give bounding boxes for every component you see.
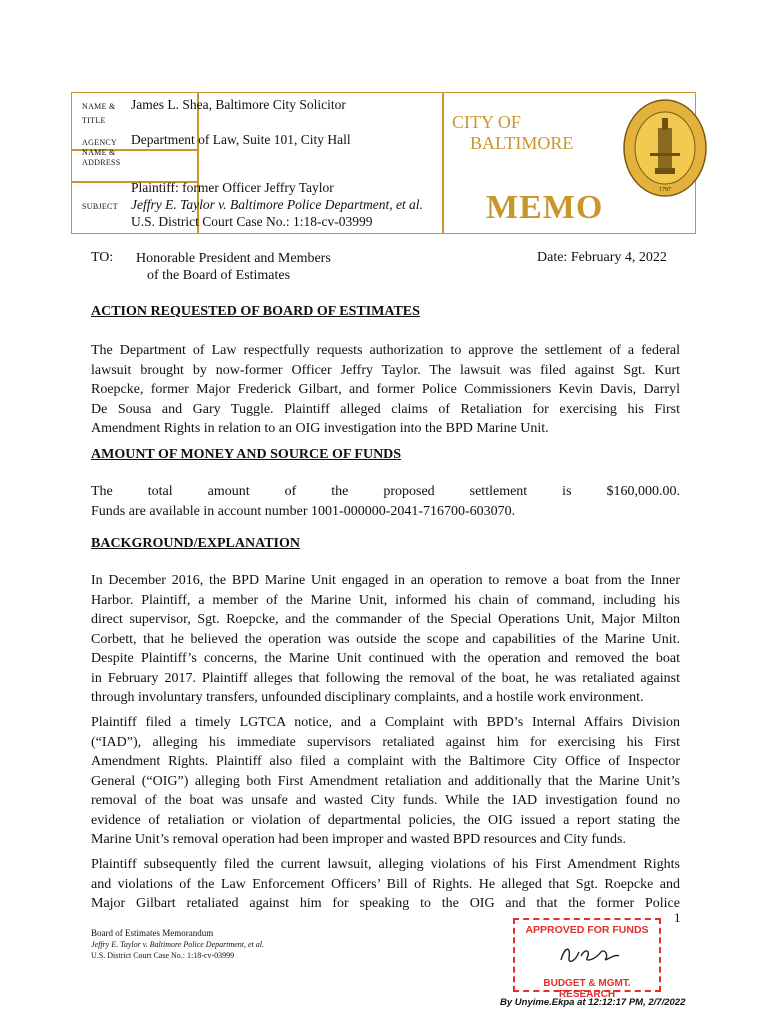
paragraph-line: removal of the boat was unsafe and wasted City funds. While the IAD investigation found no — [91, 793, 680, 808]
paragraph-line: lawsuit brought by now-former Officer Jeffry Taylor. The lawsuit was filed against Sgt. Kurt — [91, 362, 680, 378]
label-line: NAME & — [82, 148, 116, 157]
paragraph-line: Major Gilbart retaliated against him for speaking to the OIG and that the former Police — [91, 896, 680, 911]
footer-line: Board of Estimates Memorandum — [91, 928, 214, 938]
action-heading: ACTION REQUESTED OF BOARD OF ESTIMATES — [91, 304, 420, 319]
paragraph-line: Marine Unit’s removal operation had been improper and wasted BPD resources and City funds. — [91, 832, 626, 847]
money-heading: AMOUNT OF MONEY AND SOURCE OF FUNDS — [91, 447, 402, 462]
background-paragraph-3 — [91, 855, 680, 914]
paragraph-line: (“IAD”), alleging his immediate supervisors retaliated against him for exercising his First — [91, 734, 680, 750]
seal-year: 1797 — [659, 187, 671, 193]
stamp-bottom-text: BUDGET & MGMT. RESEARCH — [543, 978, 631, 1000]
name-title-label — [82, 102, 116, 126]
action-paragraph — [91, 341, 680, 439]
paragraph-line: Funds are available in account number 1001-000000-2041-716700-603070. — [91, 503, 516, 519]
stamp-by-line: By Unyime.Ekpa at 12:12:17 PM, 2/7/2022 — [500, 997, 686, 1008]
paragraph-line: De Sousa and Gary Tuggle. Plaintiff alleged claims of Retaliation for exercising his First — [91, 401, 680, 417]
signature-icon — [555, 938, 625, 970]
label-line: AGENCY — [82, 138, 118, 147]
paragraph-line: Amendment Rights. Plaintiff also filed a complaint with the Baltimore City Office of Inspector — [91, 754, 680, 769]
to-line: Honorable President and Members — [136, 251, 331, 266]
paragraph-line: The total amount of the proposed settlement is $160,000.00. — [91, 484, 680, 499]
footer-line: U.S. District Court Case No.: 1:18-cv-03999 — [91, 951, 235, 960]
paragraph-line: in February 2017. Plaintiff alleges that following the removal of the boat, he was retaliated against — [91, 670, 680, 686]
label-line: NAME & — [82, 102, 116, 111]
paragraph-line: direct supervisor, Sgt. Roepcke, and the commander of the Special Operations Unit, Major Milton — [91, 612, 680, 627]
to-value — [136, 250, 331, 284]
subject-line-3: U.S. District Court Case No.: 1:18-cv-03999 — [131, 214, 373, 229]
subject-line-2: Jeffry E. Taylor v. Baltimore Police Department, et al. — [131, 197, 423, 212]
paragraph-line: through involuntary transfers, unfounded disciplinary complaints, and a hostile work environment. — [91, 690, 644, 705]
to-line: of the Board of Estimates — [147, 268, 291, 283]
paragraph-line: and violations of the Law Enforcement Officers’ Bill of Rights. He alleged that Sgt. Roepcke and — [91, 876, 680, 892]
name-value: James L. Shea, Baltimore City Solicitor — [131, 97, 346, 112]
footer — [91, 928, 264, 961]
memo-date: Date: February 4, 2022 — [537, 250, 667, 265]
footer-line: Jeffry E. Taylor v. Baltimore Police Department, et al. — [91, 940, 264, 949]
subject-label: SUBJECT — [82, 202, 118, 211]
paragraph-line: Roepcke, former Major Frederick Gilbart, and former Police Commissioners Kevin Davis, Darryl — [91, 382, 680, 397]
paragraph-line: Harbor. Plaintiff, a member of the Marine Unit, informed his chain of command, including his — [91, 592, 680, 608]
subject-line-1: Plaintiff: former Officer Jeffry Taylor — [131, 180, 334, 195]
header-divider — [442, 93, 444, 233]
label-line: ADDRESS — [82, 158, 121, 167]
paragraph-line: Plaintiff filed a timely LGTCA notice, and a Complaint with BPD’s Internal Affairs Division — [91, 715, 680, 730]
paragraph-line: Corbett, that he believed the operation was outside the scope and capabilities of the Marine Unit. — [91, 631, 680, 647]
label-line: TITLE — [82, 116, 106, 125]
city-seal-icon — [622, 98, 708, 198]
paragraph-line: Amendment Rights in relation to an OIG investigation into the BPD Marine Unit. — [91, 421, 549, 436]
paragraph-line: General (“OIG”) alleging both First Amendment retaliation and additionally that the Marine Unit’s — [91, 773, 680, 789]
to-label: TO: — [91, 250, 114, 265]
paragraph-line: The Department of Law respectfully requests authorization to approve the settlement of a federal — [91, 343, 680, 358]
background-paragraph-1 — [91, 571, 680, 708]
agency-label — [82, 138, 121, 168]
city-line-1: CITY OF — [452, 112, 521, 132]
paragraph-line: evidence of retaliation or violation of departmental policies, the OIG issued a report stating the — [91, 812, 680, 828]
agency-value: Department of Law, Suite 101, City Hall — [131, 132, 351, 147]
memo-title: MEMO — [486, 189, 604, 226]
background-heading: BACKGROUND/EXPLANATION — [91, 536, 300, 551]
money-paragraph — [91, 482, 680, 521]
paragraph-line: In December 2016, the BPD Marine Unit engaged in an operation to remove a boat from the Inner — [91, 573, 680, 588]
background-paragraph-2 — [91, 713, 680, 850]
paragraph-line: Despite Plaintiff’s concerns, the Marine Unit continued with the operation and removed the boat — [91, 651, 680, 666]
paragraph-line: Plaintiff subsequently filed the current lawsuit, alleging violations of his First Amendment Rights — [91, 857, 680, 872]
city-line-2: BALTIMORE — [470, 133, 574, 153]
stamp-top-text: APPROVED FOR FUNDS — [525, 924, 649, 936]
page-number: 1 — [674, 910, 681, 925]
approval-stamp — [513, 918, 661, 1000]
